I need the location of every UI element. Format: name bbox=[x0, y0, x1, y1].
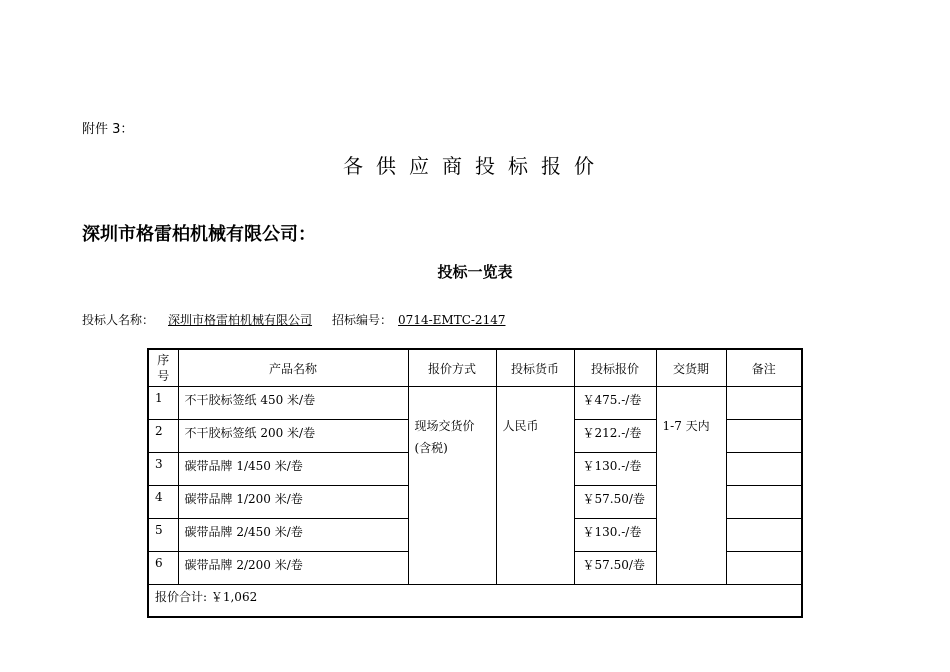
row-number: 3 bbox=[148, 453, 178, 486]
header-product: 产品名称 bbox=[178, 349, 408, 387]
quote-method-cell: 现场交货价 (含税) bbox=[408, 387, 496, 585]
header-delivery: 交货期 bbox=[656, 349, 726, 387]
row-product: 不干胶标签纸 450 米/卷 bbox=[178, 387, 408, 420]
row-remarks bbox=[726, 519, 802, 552]
header-bid-price: 投标报价 bbox=[574, 349, 656, 387]
row-remarks bbox=[726, 552, 802, 585]
total-row bbox=[148, 585, 802, 618]
bid-table bbox=[147, 348, 803, 618]
row-number: 4 bbox=[148, 486, 178, 519]
bidder-name-label: 投标人名称： bbox=[82, 313, 155, 327]
row-product: 碳带品牌 1/200 米/卷 bbox=[178, 486, 408, 519]
company-heading: 深圳市格雷柏机械有限公司： bbox=[82, 224, 316, 245]
header-seq: 序 号 bbox=[148, 349, 178, 387]
row-remarks bbox=[726, 486, 802, 519]
row-product: 碳带品牌 1/450 米/卷 bbox=[178, 453, 408, 486]
header-remarks: 备注 bbox=[726, 349, 802, 387]
table-subtitle: 投标一览表 bbox=[437, 263, 513, 281]
row-price: ￥57.50/卷 bbox=[574, 486, 656, 519]
row-number: 1 bbox=[148, 387, 178, 420]
row-price: ￥57.50/卷 bbox=[574, 552, 656, 585]
row-product: 碳带品牌 2/450 米/卷 bbox=[178, 519, 408, 552]
row-product: 碳带品牌 2/200 米/卷 bbox=[178, 552, 408, 585]
bid-number-label: 招标编号： bbox=[332, 313, 393, 327]
attachment-label: 附件 3： bbox=[82, 122, 134, 137]
row-remarks bbox=[726, 453, 802, 486]
bidder-info-line bbox=[82, 311, 505, 328]
row-price: ￥212.-/卷 bbox=[574, 420, 656, 453]
delivery-cell: 1-7 天内 bbox=[656, 387, 726, 585]
table-header-row bbox=[148, 349, 802, 387]
row-number: 5 bbox=[148, 519, 178, 552]
row-price: ￥475.-/卷 bbox=[574, 387, 656, 420]
row-remarks bbox=[726, 387, 802, 420]
currency-cell: 人民币 bbox=[496, 387, 574, 585]
table-row bbox=[148, 387, 802, 420]
total-cell: 报价合计: ￥1,062 bbox=[148, 585, 802, 618]
row-number: 2 bbox=[148, 420, 178, 453]
header-currency: 投标货币 bbox=[496, 349, 574, 387]
header-quote-method: 报价方式 bbox=[408, 349, 496, 387]
page-title: 各供应商投标报价 bbox=[343, 154, 607, 178]
row-price: ￥130.-/卷 bbox=[574, 519, 656, 552]
bidder-name-value: 深圳市格雷柏机械有限公司 bbox=[168, 313, 313, 327]
row-product: 不干胶标签纸 200 米/卷 bbox=[178, 420, 408, 453]
row-number: 6 bbox=[148, 552, 178, 585]
row-price: ￥130.-/卷 bbox=[574, 453, 656, 486]
row-remarks bbox=[726, 420, 802, 453]
bid-number-value: 0714-EMTC-2147 bbox=[398, 313, 506, 327]
